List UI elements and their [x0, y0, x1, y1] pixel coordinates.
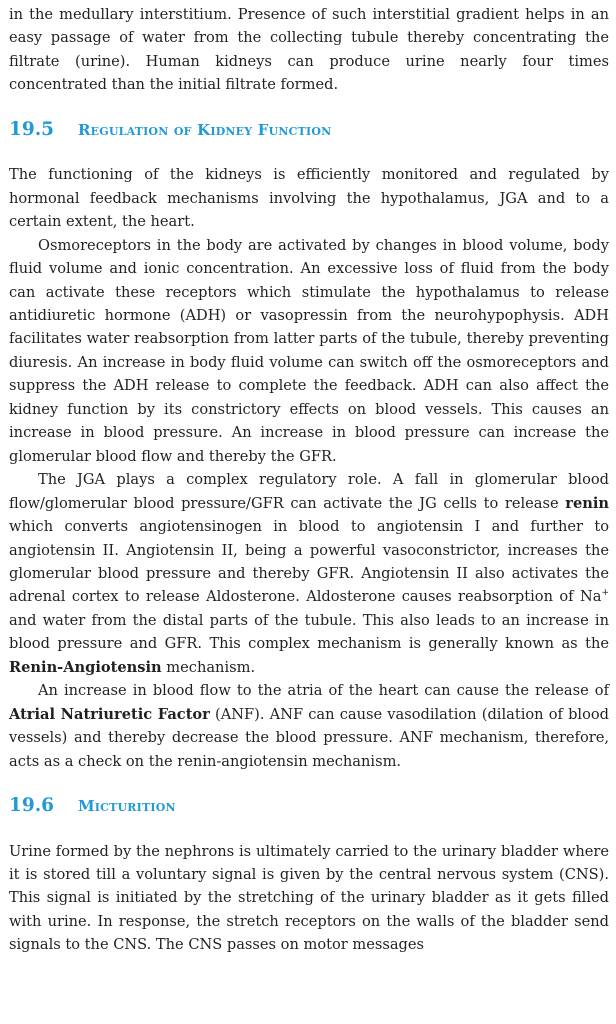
- text-run: which converts angiotensinogen in blood to angiotensin I and further to angiotensin II. Angiotensin II, being a powerful vasoconstrictor, increases the glomerular blood pressure and thereby GFR. Angiotensin II also activates the adrenal cortex to release Aldosterone. Aldosterone causes reabsorption of Na: [9, 518, 609, 606]
- text-run: An increase in blood flow to the atria of the heart can cause the release of: [38, 682, 609, 700]
- intro-paragraph: in the medullary interstitium. Presence of such interstitial gradient helps in an easy passage of water from the collecting tubule thereby concentrating the filtrate (urine). Human kidneys can produce urine nearly four times concentrated than the initial filtrate formed.: [9, 6, 609, 94]
- section-number: 19.5: [9, 118, 55, 140]
- jga-paragraph: [9, 468, 609, 679]
- section-title: Micturition: [78, 797, 176, 816]
- superscript-plus: +: [601, 588, 609, 599]
- text-run: mechanism.: [161, 658, 256, 676]
- term-renin: renin: [565, 494, 609, 512]
- text-run: (ANF). ANF can cause vasodilation (dilation of blood vessels) and thereby decrease the blood pressure. ANF mechanism, therefore, acts as a check on the renin-angiotensin mechanism.: [9, 705, 609, 770]
- textbook-page: [9, 3, 609, 957]
- section-number: 19.6: [9, 795, 55, 817]
- text-run: and water from the distal parts of the tubule. This also leads to an increase in blood pressure and GFR. This complex mechanism is generally known as the: [9, 611, 609, 653]
- term-anf: Atrial Natriuretic Factor: [9, 705, 210, 723]
- anf-paragraph: [9, 679, 609, 773]
- section-heading-19-6: [9, 794, 609, 818]
- term-renin-angiotensin: Renin-Angiotensin: [9, 658, 162, 676]
- text-run: The JGA plays a complex regulatory role. A fall in glomerular blood flow/glomerular blood pressure/GFR can activate the JG cells to release: [9, 471, 609, 512]
- micturition-paragraph: Urine formed by the nephrons is ultimately carried to the urinary bladder where it is stored till a voluntary signal is given by the central nervous system (CNS). This signal is initiated by the stretching of the urinary bladder as it gets filled with urine. In response, the stretch receptors on the walls of the bladder send signals to the CNS. The CNS passes on motor messages: [9, 842, 609, 954]
- section-heading-19-5: [9, 118, 609, 142]
- osmoreceptors-paragraph: Osmoreceptors in the body are activated by changes in blood volume, body fluid volume and ionic concentration. An excessive loss of fluid from the body can activate these receptors which stimulate the hypothalamus to release antidiuretic hormone (ADH) or vasopressin from the neurohypophysis. ADH facilitates water reabsorption from latter parts of the tubule, thereby preventing diuresis. An increase in body fluid volume can switch off the osmoreceptors and suppress the ADH release to complete the feedback. ADH can also affect the kidney function by its constrictory effects on blood vessels. This causes an increase in blood pressure. An increase in blood pressure can increase the glomerular blood flow and thereby the GFR.: [9, 236, 609, 465]
- kidney-regulation-paragraph-1: The functioning of the kidneys is efficiently monitored and regulated by hormonal feedback mechanisms involving the hypothalamus, JGA and to a certain extent, the heart.: [9, 166, 609, 231]
- section-title: Regulation of Kidney Function: [78, 120, 332, 139]
